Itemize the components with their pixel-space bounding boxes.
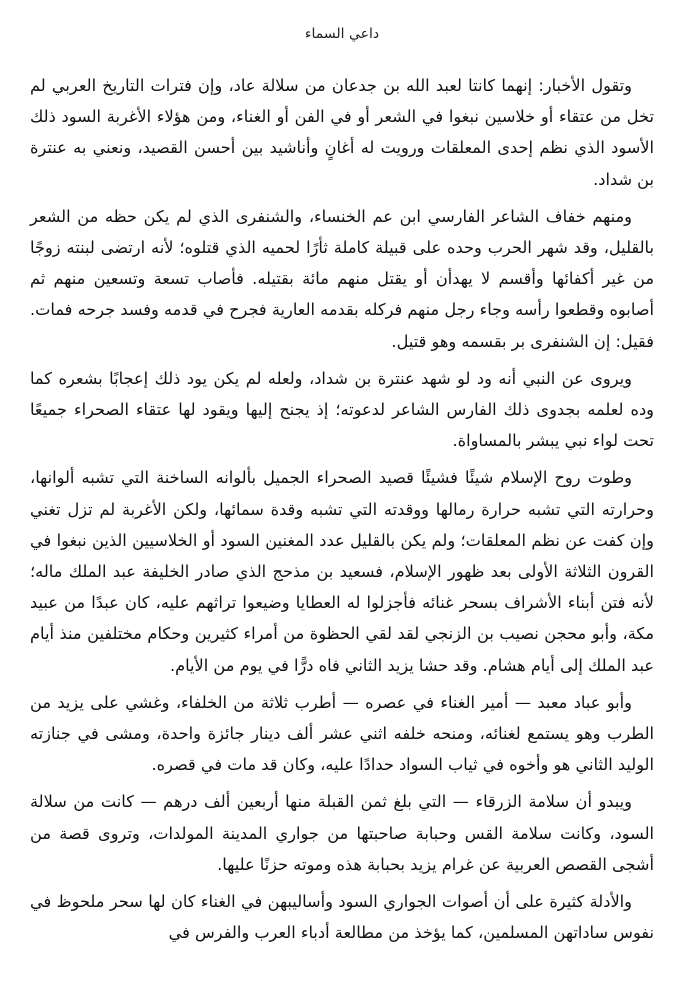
paragraph-4: وطوت روح الإسلام شيئًا فشيئًا قصيد الصحراء الجميل بألوانه الساخنة التي تشبه ألوانها، وحرارته التي تشبه حرارة رمالها ووقدته التي تشبه وقدة سمائها، ولكن الأغربة لم تزل تغني وإن كفت عن نظم المعلقات؛ ولم يكن بالقليل عدد المغنين السود أو الخلاسيين الذين نبغوا في القرون الثلاثة الأولى بعد ظهور الإسلام، فسعيد بن مذحج الذي صادر الخليفة عبد الملك ماله؛ لأنه فتن أبناء الأشراف بسحر غنائه فأجزلوا له العطايا وضيعوا تراثهم عليه، كان عبدًا من عبيد مكة، وأبو محجن نصيب بن الزنجي لقد لقي الحظوة من أمراء كثيرين وحكام مختلفين منذ أيام عبد الملك إلى أيام هشام. وقد حشا يزيد الثاني فاه درًّا في يوم من الأيام. [30,468,654,675]
paragraph-1: وتقول الأخبار: إنهما كانتا لعبد الله بن جدعان من سلالة عاد، وإن فترات التاريخ العربي لم تخل من عتقاء أو خلاسين نبغوا في الشعر أو في الفن أو الغناء، ومن هؤلاء الأغربة السود ذلك الأسود الذي نظم إحدى المعلقات ورويت له أغانٍ وأناشيد بين أحسن القصيد، ونعني به عنترة بن شداد. [30,76,654,189]
body-text [30,70,654,954]
paragraph-5: وأبو عباد معبد — أمير الغناء في عصره — أطرب ثلاثة من الخلفاء، وغشي على يزيد من الطرب وهو يستمع لغنائه، ومنحه خلفه اثني عشر ألف دينار جائزة واحدة، ومشى في جنازته الوليد الثاني هو وأخوه في ثياب السواد حدادًا عليه، وكان قد مات في قصره. [30,692,654,775]
running-header-title: داعي السماء [304,26,380,42]
paragraph-7: والأدلة كثيرة على أن أصوات الجواري السود وأساليبهن في الغناء كان لها سحر ملحوظ في نفوس ساداتهن المسلمين، كما يؤخذ من مطالعة أدباء العرب والفرس في [30,892,654,943]
paragraph-2: ومنهم خفاف الشاعر الفارسي ابن عم الخنساء، والشنفرى الذي لم يكن حظه من الشعر بالقليل، وقد شهر الحرب وحده على قبيلة كاملة ثأرًا لحميه الذي قتلوه؛ لأنه ارتضى لبنته زوجًا من غير أكفائها وأقسم لا يهدأن أو يقتل منهم مائة بقتيله. فأصاب تسعة وتسعين منهم ثم أصابوه وقطعوا رأسه وجاء رجل منهم فركله بقدمه العارية فجرح في قدمه وفسد جرحه فمات. فقيل: إن الشنفرى بر بقسمه وهو قتيل. [30,206,654,351]
book-page [30,0,654,1000]
paragraph-3: ويروى عن النبي أنه ود لو شهد عنترة بن شداد، ولعله لم يكن يود ذلك إعجابًا بشعره كما وده لعلمه بجدوى ذلك الفارس الشاعر لدعوته؛ إذ يجنح إليها ويقود لها عتقاء الصحراء جميعًا تحت لواء نبي يبشر بالمساواة. [30,368,654,451]
paragraph-6: ويبدو أن سلامة الزرقاء — التي بلغ ثمن القبلة منها أربعين ألف درهم — كانت من سلالة السود، وكانت سلامة القس وحبابة صاحبتها من جواري المدينة المولدات، وتروى قصة من أشجى القصص العربية عن غرام يزيد بحبابة هذه وموته حزنًا عليها. [30,792,654,874]
